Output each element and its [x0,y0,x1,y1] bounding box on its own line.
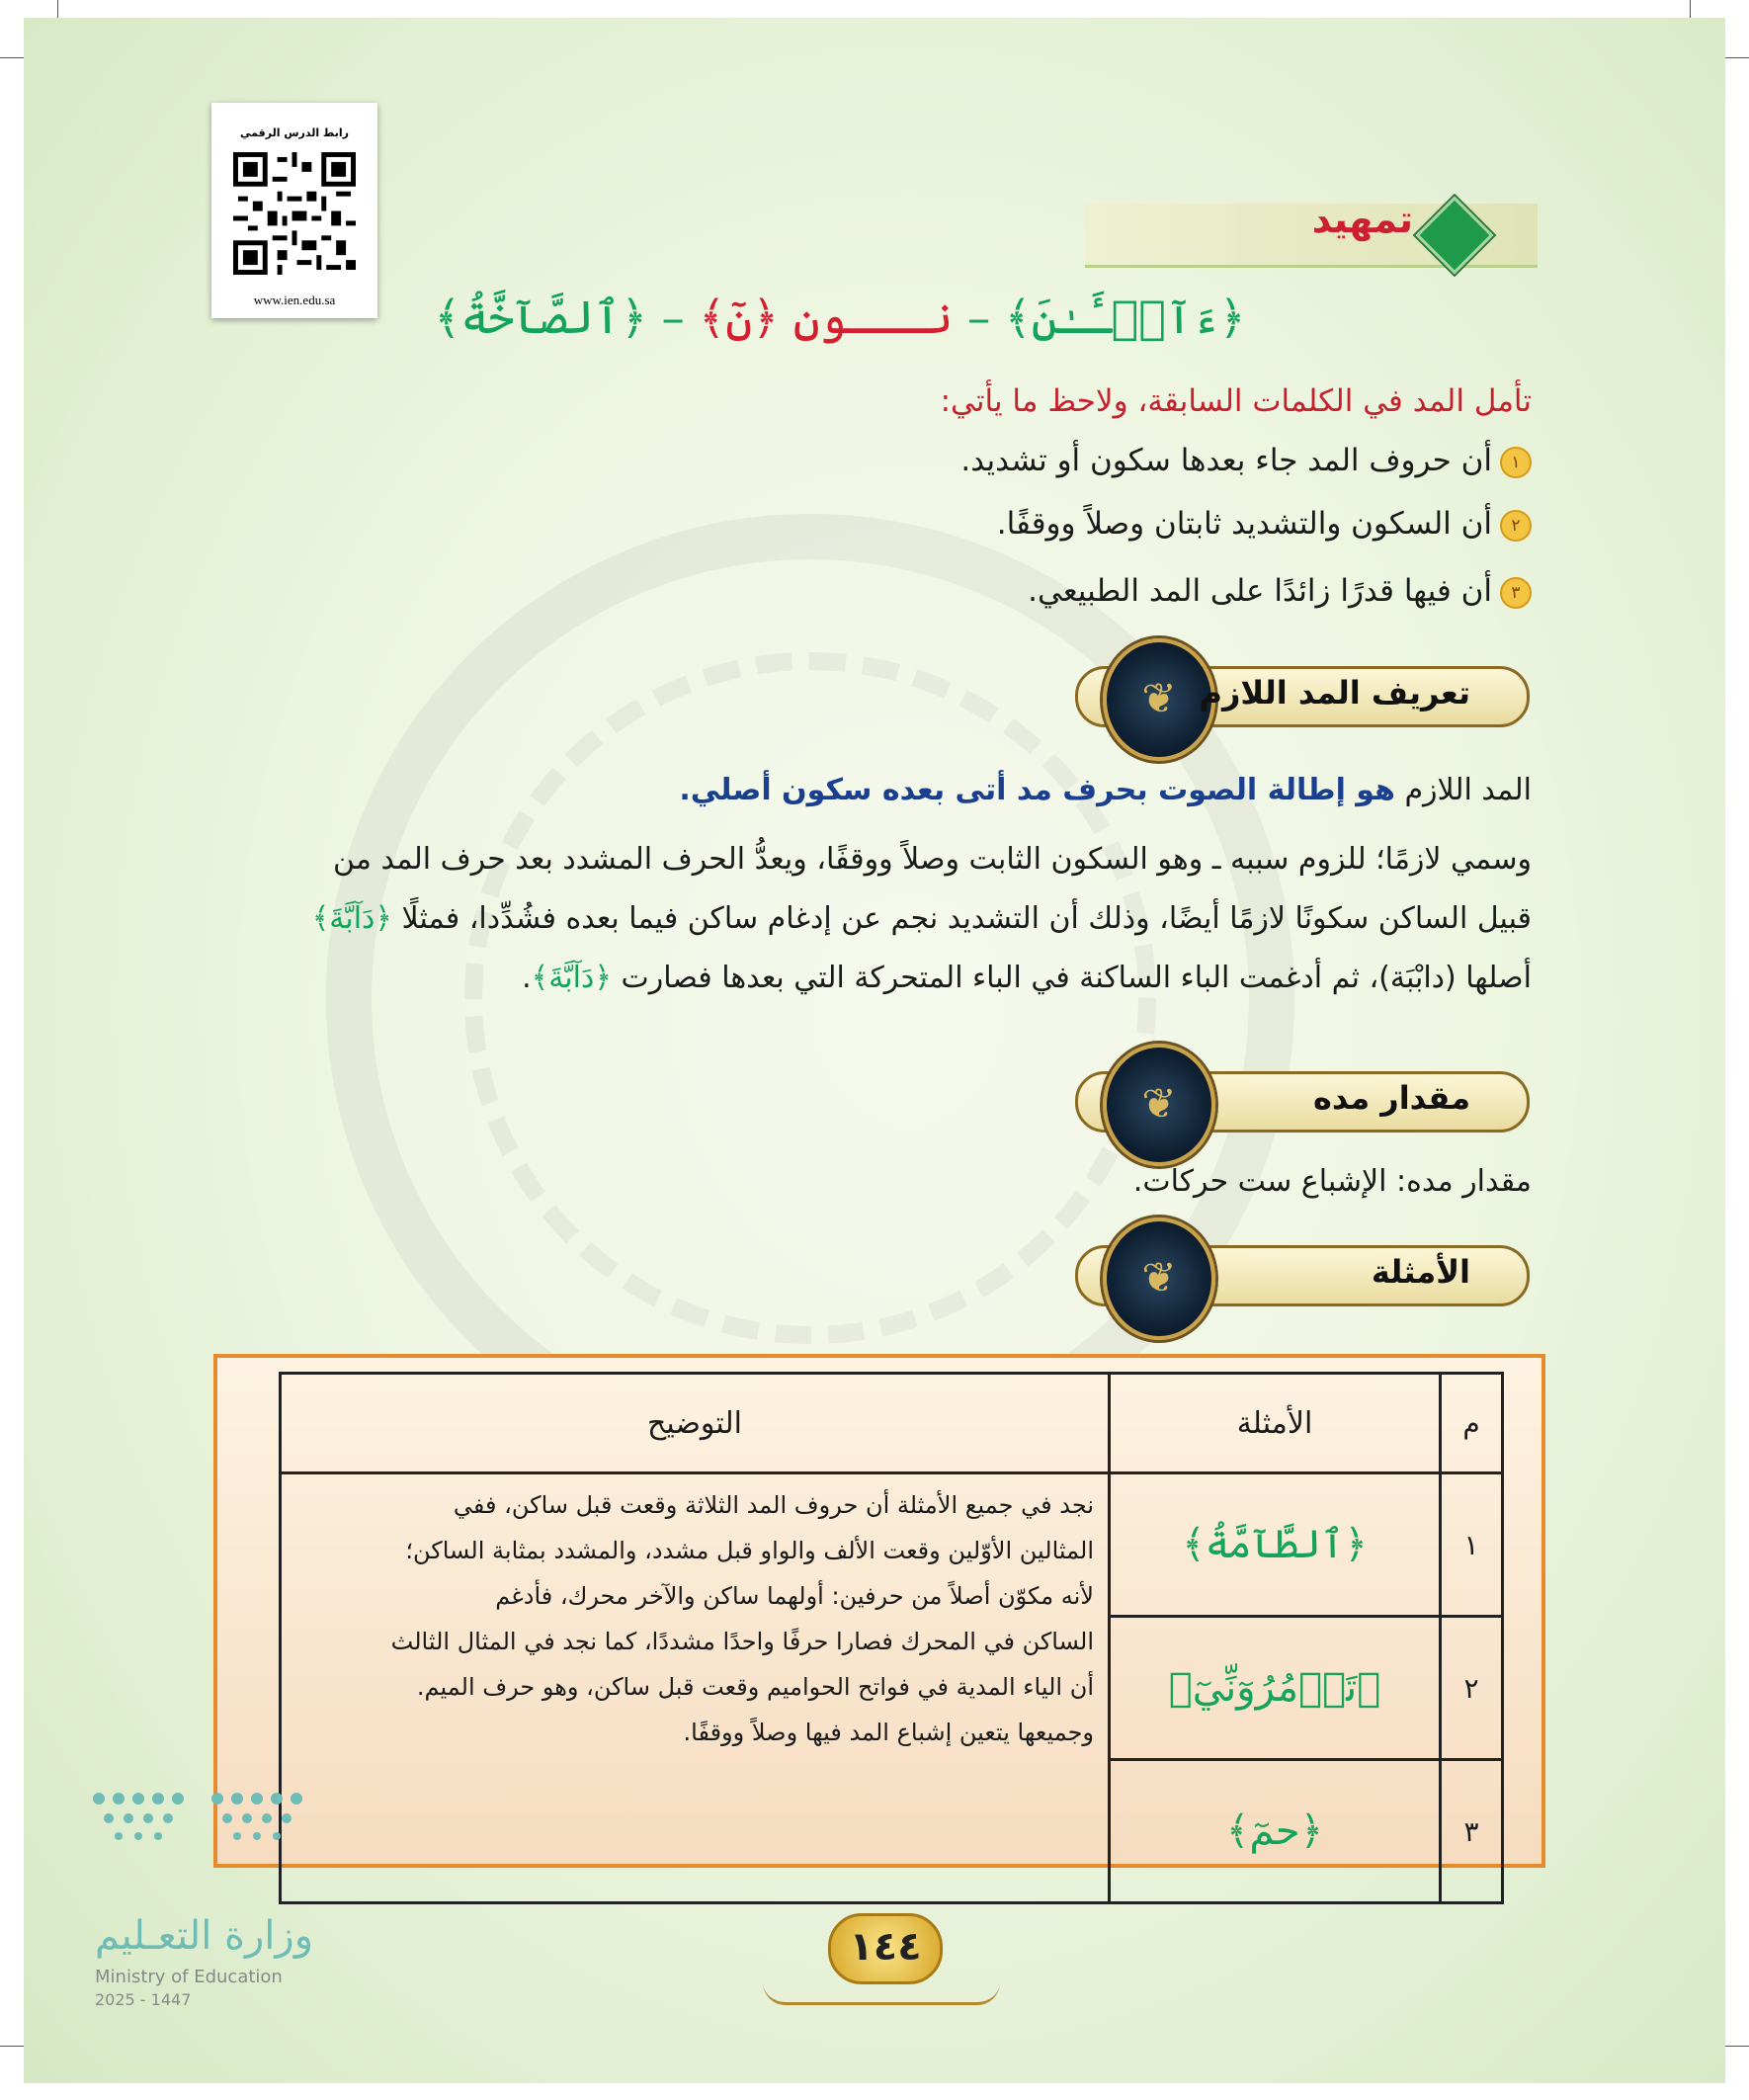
explanation-paragraph [217,830,1532,1008]
qr-label: رابط الدرس الرقمي [240,126,349,139]
quran-word: ﴿ٱلصَّآخَّةُ﴾ [434,291,648,344]
intro-text: تأمل المد في الكلمات السابقة، ولاحظ ما يأتي: [940,383,1532,419]
paragraph-line: وسمي لازمًا؛ للزوم سببه ـ وهو السكون الثابت وصلاً ووقفًا، ويعدُّ الحرف المشدد بعد حرف المد من [333,842,1532,877]
list-item [960,443,1532,478]
list-item-text: أن حروف المد جاء بعدها سكون أو تشديد. [960,443,1492,478]
definition-lead: المد اللازم [1404,773,1532,807]
examples-table [279,1372,1504,1904]
table-row [281,1473,1503,1617]
header-examples: الأمثلة [1110,1374,1441,1473]
row-num: ١ [1441,1473,1503,1617]
list-item-text: أن السكون والتشديد ثابتان وصلاً ووقفًا. [996,506,1492,542]
separator: – [967,291,991,344]
explanation-line: نجد في جميع الأمثلة أن حروف المد الثلاثة وقعت قبل ساكن، ففي [453,1491,1094,1519]
number-badge: ١ [1500,447,1532,478]
qr-card[interactable] [211,103,377,318]
section-banner-examples [1065,1231,1540,1316]
header-title: تمهيد [1311,198,1413,241]
section-title: الأمثلة [1371,1253,1470,1291]
section-title: مقدار مده [1312,1079,1470,1117]
explanation-cell [281,1473,1110,1903]
section-banner-length [1065,1057,1540,1142]
header-explanation: التوضيح [281,1374,1110,1473]
grape-medal-icon: ❦ [1103,1218,1215,1340]
row-example: ﴿تَأۡمُرُوٓنِّيٓ﴾ [1110,1617,1441,1760]
row-example: ﴿حمٓ﴾ [1110,1760,1441,1903]
qr-code-icon[interactable] [233,152,356,275]
quran-word: ﴿دَآبَّةَ﴾ [311,901,392,936]
list-item [997,506,1532,542]
year: 2025 - 1447 [95,1990,192,2009]
ministry-name-en: Ministry of Education [95,1967,283,1987]
separator: – [661,291,685,344]
explanation-line: لأنه مكوّن أصلاً من حرفين: أولهما ساكن والآخر محرك، فأدغم [495,1582,1094,1610]
row-num: ٣ [1441,1760,1503,1903]
explanation-line: المثالين الأوّلين وقعت الألف والواو قبل مشدد، والمشدد بمثابة الساكن؛ [405,1537,1094,1564]
page-number: ١٤٤ [828,1913,943,1984]
grape-medal-icon: ❦ [1103,638,1215,761]
page-ornament [763,1982,1000,2005]
definition-text [679,773,1532,807]
row-example: ﴿ٱلطَّآمَّةُ﴾ [1110,1473,1441,1617]
table-header-row [281,1374,1503,1473]
length-text: مقدار مده: الإشباع ست حركات. [1132,1164,1532,1199]
list-item-text: أن فيها قدرًا زائدًا على المد الطبيعي. [1028,573,1492,609]
quran-words [395,291,1285,344]
number-badge: ٣ [1500,577,1532,609]
paragraph-line: قبيل الساكن سكونًا لازمًا أيضًا، وذلك أن التشديد نجم عن إدغام ساكن فيما بعده فشُدِّدا، فمثلًا ﴿دَآبَّةَ﴾ [311,901,1532,936]
definition-bold: هو إطالة الصوت بحرف مد أتى بعده سكون أصلي. [679,773,1395,807]
section-title: تعريف المد اللازم [1199,674,1470,712]
grape-medal-icon: ❦ [1103,1044,1215,1166]
explanation-line: أن الياء المدية في فواتح الحواميم وقعت قبل ساكن، وهو حرف الميم. [416,1673,1094,1701]
ministry-name-ar: وزارة التعـليم [95,1913,314,1959]
quran-word: ﴿نٓ﴾ [699,291,780,344]
header-num: م [1441,1374,1503,1473]
explanation-line: وجميعها يتعين إشباع المد فيها وصلاً ووقفًا. [683,1719,1094,1746]
explanation-line: الساكن في المحرك فصارا حرفًا واحدًا مشددًا، كما نجد في المثال الثالث [390,1628,1094,1655]
quran-word: ﴿دَآبَّةَ﴾ [531,961,612,995]
number-badge: ٢ [1500,510,1532,542]
quran-word: ﴿ءَآلۡـَٔـٰنَ﴾ [1004,291,1246,344]
section-banner-definition [1065,652,1540,737]
paragraph-line: أصلها (دابْبَة)، ثم أدغمت الباء الساكنة في الباء المتحركة التي بعدها فصارت ﴿دَآبَّةَ﴾. [522,961,1532,995]
qr-url[interactable]: www.ien.edu.sa [253,293,336,307]
quran-word: نـــون [792,291,954,344]
row-num: ٢ [1441,1617,1503,1760]
list-item [1028,573,1532,609]
